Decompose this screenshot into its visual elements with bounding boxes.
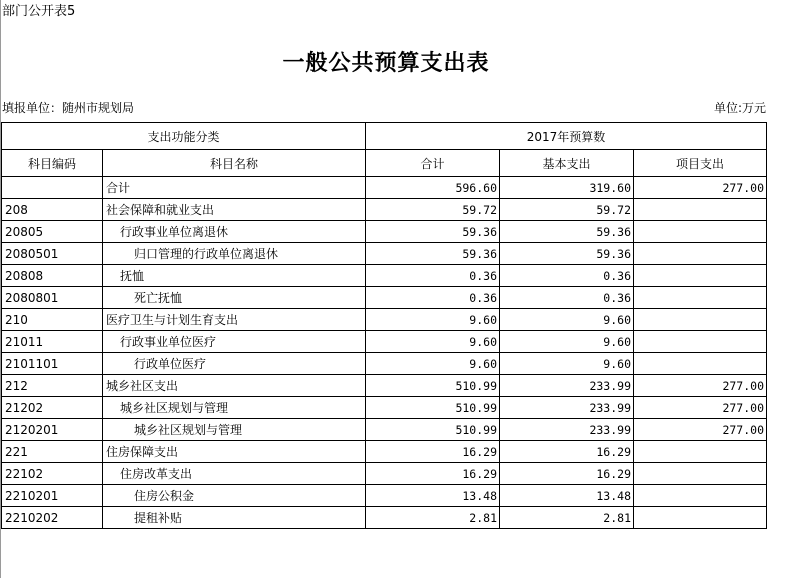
cell-total: 2.81 <box>366 507 500 529</box>
cell-total: 9.60 <box>366 353 500 375</box>
cell-project <box>634 331 767 353</box>
cell-basic: 0.36 <box>500 287 634 309</box>
cell-total: 510.99 <box>366 375 500 397</box>
cell-project: 277.00 <box>634 419 767 441</box>
table-row <box>2 177 767 199</box>
cell-code: 2080801 <box>2 287 103 309</box>
table-group-header <box>2 123 767 150</box>
cell-code: 2210202 <box>2 507 103 529</box>
cell-project <box>634 309 767 331</box>
table-row <box>2 507 767 529</box>
table-row <box>2 463 767 485</box>
cell-name: 归口管理的行政单位离退休 <box>103 243 366 265</box>
document-label: 部门公开表5 <box>2 4 76 19</box>
cell-basic: 16.29 <box>500 463 634 485</box>
cell-code: 20805 <box>2 221 103 243</box>
unit-of-measure: 单位:万元 <box>713 101 766 115</box>
cell-code: 208 <box>2 199 103 221</box>
cell-basic: 2.81 <box>500 507 634 529</box>
cell-name: 住房保障支出 <box>103 441 366 463</box>
cell-basic: 9.60 <box>500 353 634 375</box>
cell-project: 277.00 <box>634 177 767 199</box>
table-row <box>2 221 767 243</box>
table-row <box>2 287 767 309</box>
cell-code: 22102 <box>2 463 103 485</box>
cell-name: 住房改革支出 <box>103 463 366 485</box>
cell-total: 16.29 <box>366 463 500 485</box>
budget-table <box>1 122 767 529</box>
table-row <box>2 485 767 507</box>
cell-name: 城乡社区规划与管理 <box>103 419 366 441</box>
column-header-project: 项目支出 <box>634 150 767 177</box>
table-row <box>2 265 767 287</box>
cell-basic: 16.29 <box>500 441 634 463</box>
cell-basic: 9.60 <box>500 331 634 353</box>
cell-total: 13.48 <box>366 485 500 507</box>
cell-project: 277.00 <box>634 397 767 419</box>
cell-name: 合计 <box>103 177 366 199</box>
table-row <box>2 397 767 419</box>
cell-project: 277.00 <box>634 375 767 397</box>
cell-code: 2210201 <box>2 485 103 507</box>
cell-basic: 233.99 <box>500 419 634 441</box>
table-row <box>2 441 767 463</box>
cell-total: 0.36 <box>366 287 500 309</box>
cell-name: 城乡社区支出 <box>103 375 366 397</box>
table-row <box>2 243 767 265</box>
table-row <box>2 375 767 397</box>
cell-total: 16.29 <box>366 441 500 463</box>
reporting-unit: 填报单位：随州市规划局 <box>2 101 135 115</box>
cell-basic: 59.36 <box>500 243 634 265</box>
cell-basic: 13.48 <box>500 485 634 507</box>
cell-project <box>634 199 767 221</box>
cell-code: 20808 <box>2 265 103 287</box>
table-row <box>2 309 767 331</box>
table-column-header <box>2 150 767 177</box>
cell-code: 2101101 <box>2 353 103 375</box>
cell-name: 社会保障和就业支出 <box>103 199 366 221</box>
cell-basic: 319.60 <box>500 177 634 199</box>
cell-name: 提租补贴 <box>103 507 366 529</box>
cell-name: 住房公积金 <box>103 485 366 507</box>
column-header-basic: 基本支出 <box>500 150 634 177</box>
cell-code: 21011 <box>2 331 103 353</box>
cell-total: 510.99 <box>366 397 500 419</box>
cell-project <box>634 485 767 507</box>
cell-name: 抚恤 <box>103 265 366 287</box>
cell-name: 医疗卫生与计划生育支出 <box>103 309 366 331</box>
cell-code: 2080501 <box>2 243 103 265</box>
cell-total: 0.36 <box>366 265 500 287</box>
cell-code <box>2 177 103 199</box>
cell-code: 210 <box>2 309 103 331</box>
cell-project <box>634 507 767 529</box>
cell-name: 行政事业单位离退休 <box>103 221 366 243</box>
cell-name: 行政单位医疗 <box>103 353 366 375</box>
column-header-total: 合计 <box>366 150 500 177</box>
cell-project <box>634 221 767 243</box>
cell-project <box>634 353 767 375</box>
cell-name: 行政事业单位医疗 <box>103 331 366 353</box>
cell-basic: 9.60 <box>500 309 634 331</box>
cell-total: 9.60 <box>366 331 500 353</box>
table-row <box>2 199 767 221</box>
cell-code: 2120201 <box>2 419 103 441</box>
cell-code: 221 <box>2 441 103 463</box>
cell-total: 59.36 <box>366 221 500 243</box>
cell-total: 510.99 <box>366 419 500 441</box>
column-header-name: 科目名称 <box>103 150 366 177</box>
cell-total: 59.72 <box>366 199 500 221</box>
cell-code: 212 <box>2 375 103 397</box>
cell-basic: 0.36 <box>500 265 634 287</box>
cell-basic: 59.72 <box>500 199 634 221</box>
cell-name: 城乡社区规划与管理 <box>103 397 366 419</box>
column-header-code: 科目编码 <box>2 150 103 177</box>
cell-basic: 59.36 <box>500 221 634 243</box>
cell-project <box>634 441 767 463</box>
cell-total: 596.60 <box>366 177 500 199</box>
group-header-function: 支出功能分类 <box>2 123 366 150</box>
cell-project <box>634 463 767 485</box>
cell-code: 21202 <box>2 397 103 419</box>
cell-basic: 233.99 <box>500 397 634 419</box>
table-row <box>2 331 767 353</box>
cell-project <box>634 243 767 265</box>
cell-name: 死亡抚恤 <box>103 287 366 309</box>
table-row <box>2 419 767 441</box>
page-title: 一般公共预算支出表 <box>282 51 490 76</box>
group-header-budget: 2017年预算数 <box>366 123 767 150</box>
cell-total: 9.60 <box>366 309 500 331</box>
cell-project <box>634 265 767 287</box>
table-row <box>2 353 767 375</box>
cell-basic: 233.99 <box>500 375 634 397</box>
cell-total: 59.36 <box>366 243 500 265</box>
cell-project <box>634 287 767 309</box>
